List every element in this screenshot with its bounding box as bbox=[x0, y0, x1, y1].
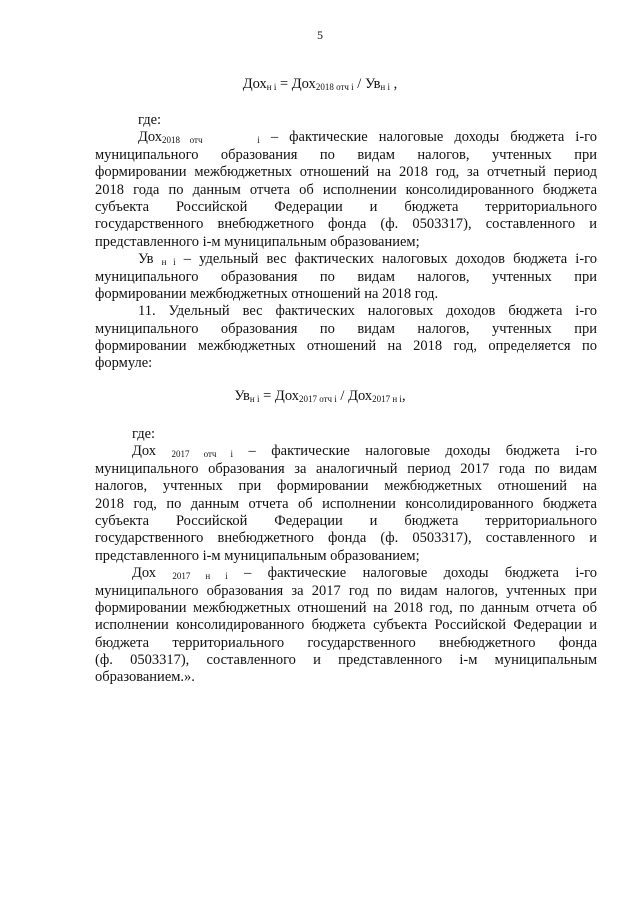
text-line: представленного i-м муниципальным образованием; bbox=[95, 233, 420, 250]
definition-term-subscript: 2017 н i bbox=[172, 571, 228, 582]
paragraph-11-first-line: 11. Удельный вес фактических налоговых доходов бюджета i-го bbox=[138, 303, 597, 320]
formula-operator: / bbox=[336, 388, 349, 404]
text-line: субъекта Российской Федерации и бюджета территориального bbox=[95, 198, 597, 215]
text-line: муниципального образования за 2017 год по видам налогов, учтенных при bbox=[95, 582, 597, 599]
formula-subscript: н i bbox=[380, 82, 390, 92]
formula-term: Дох bbox=[348, 388, 373, 404]
text-line: формировании межбюджетных отношений на 2018 год, определяется по bbox=[95, 338, 597, 355]
where-label: где: bbox=[138, 112, 162, 128]
definition-income-2018-first-line bbox=[95, 129, 597, 146]
formula-punctuation: , bbox=[401, 388, 406, 404]
formula-term: Дох bbox=[242, 76, 267, 92]
formula-share bbox=[0, 388, 640, 405]
definition-term: Дох bbox=[138, 129, 163, 146]
text-line: муниципального образования за аналогичный период 2017 года по видам bbox=[95, 460, 597, 477]
definition-text: – фактические налоговые доходы бюджета i-го bbox=[227, 565, 598, 582]
formula-punctuation: , bbox=[390, 76, 398, 92]
definition-text: – фактические налоговые доходы бюджета i-го bbox=[233, 443, 598, 460]
text-line: государственного внебюджетного фонда (ф. 0503317), составленного и bbox=[95, 216, 597, 233]
text-line: муниципального образования по видам налогов, учтенных при bbox=[95, 268, 597, 285]
text-line: формировании межбюджетных отношений на 2018 год, за отчетный период bbox=[95, 164, 597, 181]
text-line: формировании межбюджетных отношений на 2018 год, по данным отчета об bbox=[95, 599, 597, 616]
text-line: 2018 год, по данным отчета об исполнении консолидированного бюджета bbox=[95, 495, 597, 512]
definition-text: – удельный вес фактических налоговых доходов бюджета i-го bbox=[175, 251, 597, 268]
definition-term-subscript: 2018 отч bbox=[162, 135, 203, 146]
formula-subscript: н i bbox=[266, 82, 277, 92]
definitions-block-1 bbox=[95, 112, 597, 373]
formula-term: Дох bbox=[274, 388, 299, 404]
formula-equals: = bbox=[276, 76, 292, 92]
text-line: государственного внебюджетного фонда (ф. 0503317), составленного и bbox=[95, 530, 597, 547]
definitions-block-2 bbox=[95, 426, 597, 687]
formula-subscript: 2018 отч i bbox=[315, 82, 354, 92]
formula-term: Ув bbox=[364, 76, 381, 92]
text-line: образованием.». bbox=[95, 669, 195, 686]
page-number: 5 bbox=[317, 28, 323, 42]
formula-subscript: 2017 отч i bbox=[298, 394, 337, 404]
formula-term: Дох bbox=[291, 76, 316, 92]
text-line: формуле: bbox=[95, 355, 153, 372]
text-line: (ф. 0503317), составленного и представленного i-м муниципальным bbox=[95, 652, 597, 669]
definition-term: Дох bbox=[132, 565, 157, 582]
text-line: налогов, учтенных при формировании межбюджетных отношений на bbox=[95, 478, 597, 495]
text-line: исполнении консолидированного бюджета субъекта Российской Федерации и bbox=[95, 617, 597, 634]
text-line: бюджета территориального государственного внебюджетного фонда bbox=[95, 634, 597, 651]
definition-share-first-line bbox=[95, 251, 597, 268]
definition-text: – фактические налоговые доходы бюджета i-го bbox=[259, 129, 597, 146]
formula-income bbox=[0, 76, 640, 93]
definition-term: Дох bbox=[132, 443, 157, 460]
definition-income-2017-first-line bbox=[95, 565, 597, 582]
formula-operator: / bbox=[353, 76, 365, 92]
text-line: 2018 года по данным отчета об исполнении консолидированного бюджета bbox=[95, 181, 597, 198]
definition-term-subscript: i bbox=[257, 135, 260, 146]
text-line: формировании межбюджетных отношений на 2018 год. bbox=[95, 285, 439, 302]
definition-income-2017-report-first-line bbox=[95, 443, 597, 460]
text-line: муниципального образования по видам налогов, учтенных при bbox=[95, 146, 597, 163]
definition-term: Ув bbox=[138, 251, 154, 268]
text-line: муниципального образования по видам налогов, учтенных при bbox=[95, 320, 597, 337]
formula-subscript: 2017 н i bbox=[372, 394, 402, 404]
formula-equals: = bbox=[259, 388, 275, 404]
definition-term-subscript: н i bbox=[161, 257, 176, 268]
where-label: где: bbox=[132, 426, 156, 442]
formula-subscript: н i bbox=[249, 394, 260, 404]
formula-term: Ув bbox=[234, 388, 250, 404]
text-line: субъекта Российской Федерации и бюджета территориального bbox=[95, 512, 597, 529]
definition-term-subscript: 2017 отч i bbox=[171, 449, 234, 460]
text-line: представленного i-м муниципальным образованием; bbox=[95, 547, 420, 564]
